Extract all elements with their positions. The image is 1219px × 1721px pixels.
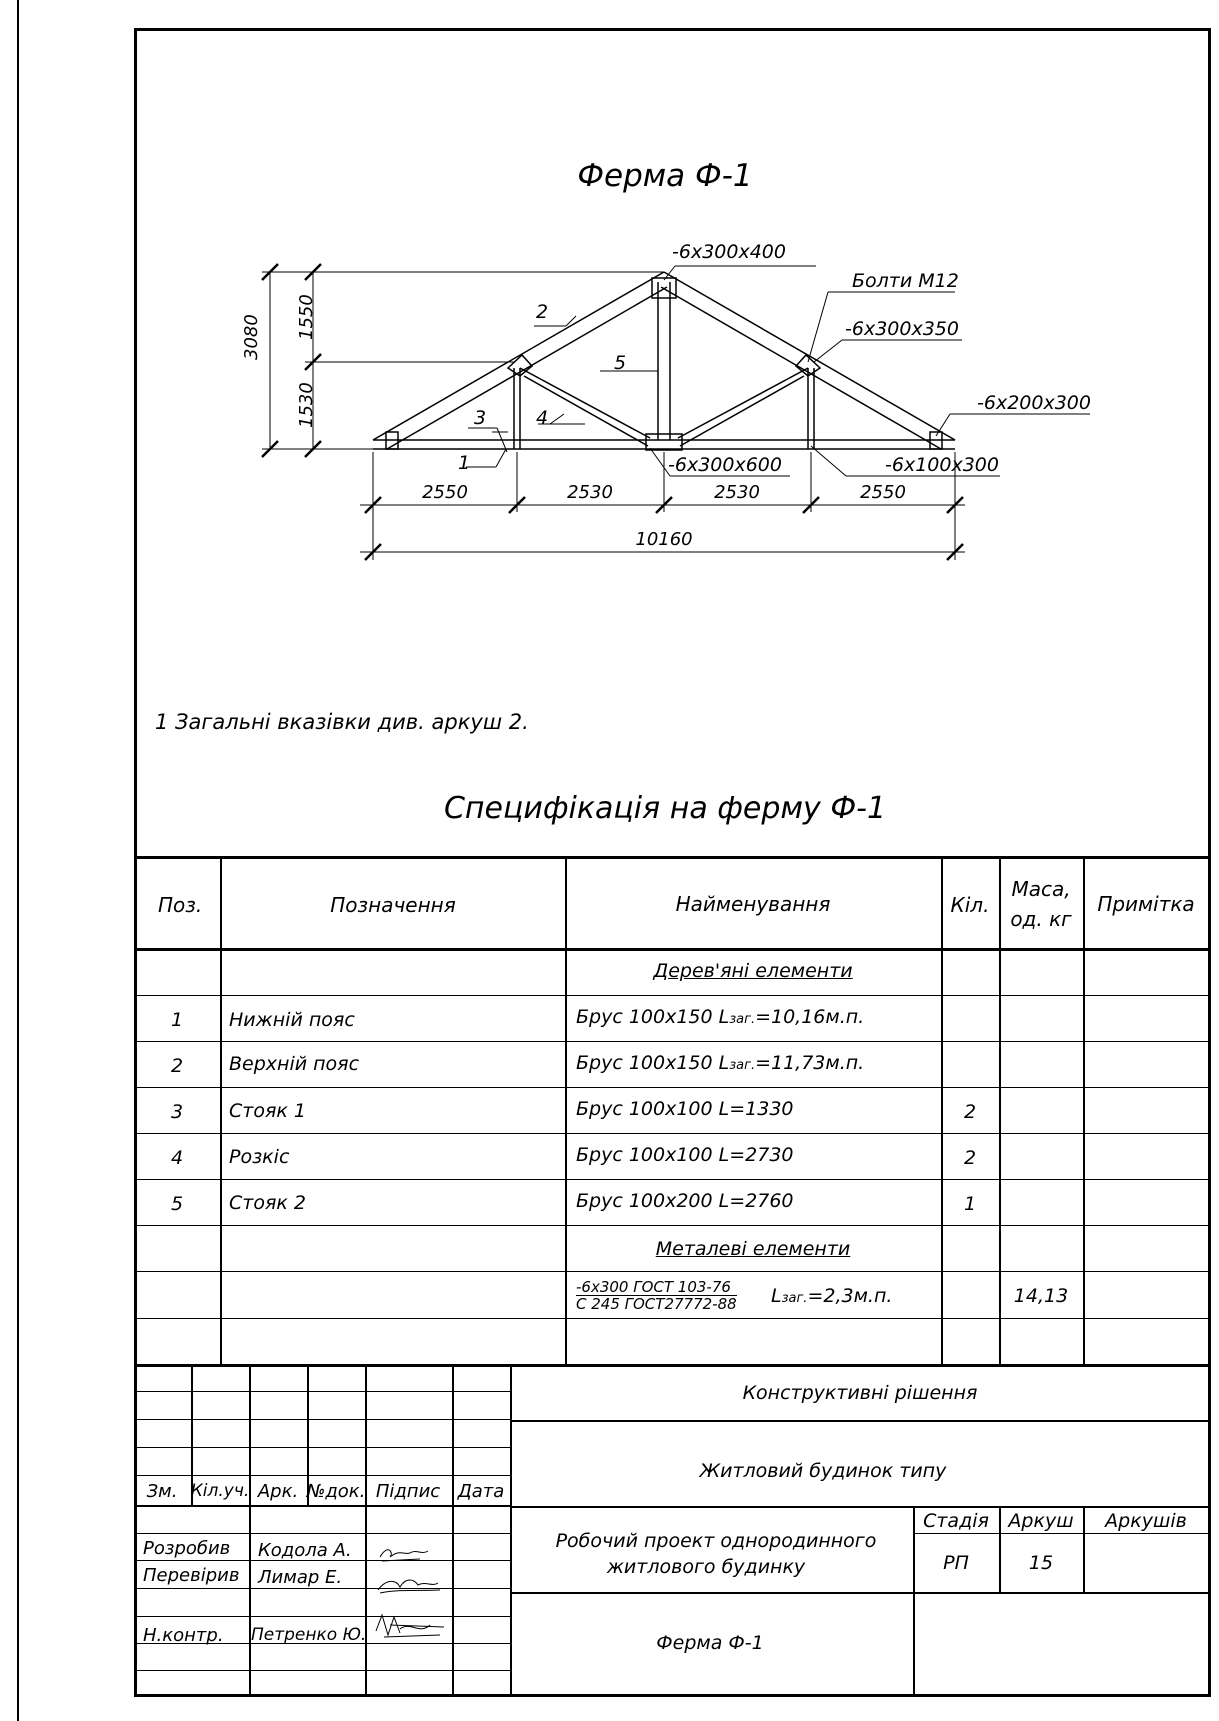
truss-drawing — [0, 0, 1219, 600]
row-pos: 5 — [170, 1193, 184, 1215]
right-diagonal — [678, 368, 808, 446]
row-name: Брус 100x150 Lзаг.=11,73м.п. — [576, 1052, 865, 1074]
header-pos: Поз. — [158, 893, 203, 917]
dim-lower-height: 1530 — [296, 382, 317, 428]
label-pos-1: 1 — [458, 452, 471, 474]
label-plate-bottom-center: -6x300x600 — [668, 454, 782, 476]
label-pos-4: 4 — [536, 407, 549, 429]
plate-bottom-center — [646, 434, 682, 450]
tb-col-ndok: №док. — [306, 1481, 366, 1502]
tb-project-2: житлового будинку — [606, 1556, 806, 1578]
row-qty: 2 — [963, 1147, 977, 1169]
row-designation: Стояк 2 — [229, 1192, 306, 1214]
right-post — [808, 368, 814, 449]
header-mass-2: од. кг — [1010, 907, 1072, 931]
tb-section: Конструктивні рішення — [742, 1382, 978, 1404]
tb-sheets-header: Аркушів — [1105, 1510, 1187, 1532]
row-name: Брус 100x150 Lзаг.=10,16м.п. — [576, 1006, 865, 1028]
tb-name-normcontrol: Петренко Ю. — [251, 1625, 367, 1645]
label-plate-top: -6x300x400 — [672, 241, 786, 263]
signature-normcontrol — [376, 1615, 444, 1637]
header-mass-1: Маса, — [1011, 877, 1071, 901]
bottom-chord — [373, 440, 955, 449]
row-name: Брус 100x100 L=1330 — [576, 1098, 794, 1120]
row-qty: 2 — [963, 1101, 977, 1123]
label-bolts: Болти М12 — [852, 270, 959, 292]
left-post — [514, 368, 520, 449]
tb-col-kil: Кіл.уч. — [190, 1481, 250, 1501]
row-pos: 1 — [170, 1009, 184, 1031]
label-plate-support: -6x200x300 — [977, 392, 1091, 414]
tb-stage-header: Стадія — [923, 1510, 989, 1532]
tb-sheet-value: 15 — [1028, 1552, 1054, 1574]
center-post — [658, 282, 670, 440]
section-metal: Металеві елементи — [655, 1238, 851, 1260]
row-designation: Верхній пояс — [229, 1053, 360, 1075]
dim-total-span: 10160 — [635, 529, 693, 550]
tb-name-checker: Лимар Е. — [258, 1567, 343, 1588]
tb-role-developer: Розробив — [143, 1538, 231, 1559]
signature-developer — [380, 1550, 428, 1561]
label-pos-3: 3 — [474, 407, 487, 429]
row-designation: Розкіс — [229, 1146, 290, 1168]
tb-stage-value: РП — [943, 1552, 969, 1574]
metal-mass: 14,13 — [1013, 1285, 1069, 1307]
label-pos-5: 5 — [614, 352, 627, 374]
header-qty: Кіл. — [950, 893, 990, 917]
dim-upper-height: 1550 — [296, 294, 317, 340]
label-plate-mid-right: -6x300x350 — [845, 318, 959, 340]
header-designation: Позначення — [330, 893, 456, 917]
row-pos: 3 — [170, 1101, 184, 1123]
tb-col-data: Дата — [457, 1481, 505, 1502]
tb-col-pidpys: Підпис — [375, 1481, 441, 1502]
metal-length: Lзаг.=2,3м.п. — [771, 1285, 893, 1307]
tb-sheet-header: Аркуш — [1008, 1510, 1074, 1532]
signatures — [370, 1535, 450, 1645]
tb-name-developer: Кодола А. — [258, 1540, 352, 1561]
signature-checker — [378, 1580, 440, 1593]
row-designation: Нижній пояс — [229, 1009, 355, 1031]
tb-role-checker: Перевірив — [143, 1565, 240, 1586]
row-qty: 1 — [963, 1193, 977, 1215]
spec-title: Специфікація на ферму Ф-1 — [443, 791, 887, 826]
drawing-title: Ферма Ф-1 — [577, 158, 753, 194]
tb-building: Житловий будинок типу — [699, 1460, 947, 1482]
dim-span-3: 2530 — [714, 482, 760, 503]
row-name: Брус 100x200 L=2760 — [576, 1190, 794, 1212]
section-wood: Дерев'яні елементи — [653, 960, 853, 982]
tb-project-1: Робочий проект однородинного — [555, 1530, 877, 1552]
row-name: Брус 100x100 L=2730 — [576, 1144, 794, 1166]
header-name: Найменування — [675, 892, 831, 916]
tb-col-zm: Зм. — [146, 1481, 178, 1502]
header-note: Примітка — [1097, 892, 1195, 916]
dim-span-2: 2530 — [567, 482, 613, 503]
row-pos: 4 — [170, 1147, 184, 1169]
dim-total-height: 3080 — [241, 314, 262, 360]
tb-col-ark: Арк. — [257, 1481, 299, 1502]
tb-drawing-name: Ферма Ф-1 — [656, 1632, 764, 1654]
general-note: 1 Загальні вказівки див. аркуш 2. — [155, 710, 529, 734]
metal-fraction: -6x300 ГОСТ 103-76 С 245 ГОСТ27772-88 — [576, 1278, 737, 1313]
dim-span-1: 2550 — [422, 482, 468, 503]
row-pos: 2 — [170, 1055, 184, 1077]
label-pos-2: 2 — [536, 301, 549, 323]
row-designation: Стояк 1 — [229, 1100, 306, 1122]
dim-span-4: 2550 — [860, 482, 906, 503]
tb-role-normcontrol: Н.контр. — [143, 1625, 224, 1646]
label-plate-bottom-right: -6x100x300 — [885, 454, 999, 476]
